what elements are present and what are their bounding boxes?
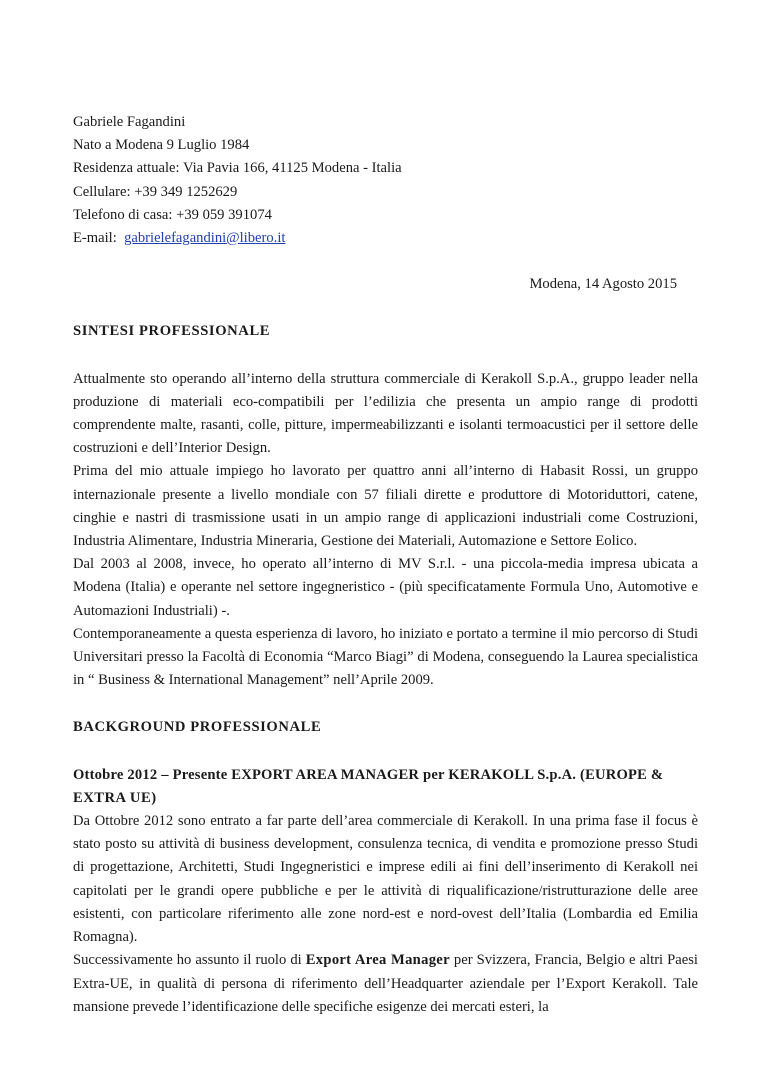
job-title: Ottobre 2012 – Presente EXPORT AREA MANAGER per KERAKOLL S.p.A. (EUROPE & [73,766,664,783]
summary-title: SINTESI PROFESSIONALE [73,323,271,340]
contact-name: Gabriele Fagandini [73,114,186,130]
contact-birth: Nato a Modena 9 Luglio 1984 [73,137,250,154]
contact-block [73,111,698,250]
contact-home-phone: Telefono di casa: +39 059 391074 [73,206,272,223]
job-paragraph-2-start: Successivamente ho assunto il ruolo di [73,952,306,969]
summary-paragraph: Contemporaneamente a questa esperienza di lavoro, ho iniziato e portato a termine il mio percorso di Studi Universitari presso la Facoltà di Economia “Marco Biagi” di Modena, conseguendo la Laurea specialistica in “ Business & International Management” nell’Aprile 2009. [73,625,698,689]
contact-residence: Residenza attuale: Via Pavia 166, 41125 Modena - Italia [73,160,402,177]
job-paragraph-2-end: per Svizzera, Francia, Belgio e altri Paesi Extra-UE, in qualità di persona di riferimento dell’Headquarter aziendale per l’Export Kerakoll. Tale mansione prevede l’identificazione delle specifiche esigenze dei mercati esteri, la [73,952,698,1015]
job-role-highlight: Export Area Manager [305,952,450,969]
document-content [73,111,698,1019]
date-line: Modena, 14 Agosto 2015 [529,276,677,293]
summary-paragraph: Dal 2003 al 2008, invece, ho operato all’interno di MV S.r.l. - una piccola-media impresa ubicata a Modena (Italia) e operante nel settore ingegneristico - (più specificatamente Formula Uno, Automotive e Automazioni Industriali) -. [73,556,698,619]
email-label: E-mail: [73,230,117,247]
background-title: BACKGROUND PROFESSIONALE [73,719,322,736]
job-paragraph-2 [73,949,698,1019]
job-paragraph: Da Ottobre 2012 sono entrato a far parte dell’area commerciale di Kerakoll. In una prima fase il focus è stato posto su attività di business development, consulenza tecnica, di vendita e promozione presso Studi di progettazione, Architetti, Studi Ingegneristici e imprese edili ai fini dell’inserimento di Kerakoll nei capitolati per le grandi opere pubbliche e per le attività di riqualificazione/ristrutturazione delle aree esistenti, con particolare riferimento alle zone nord-est e nord-ovest dell’Italia (Lombardia ed Emilia Romagna). [73,813,698,946]
summary-body [73,368,698,693]
job-title-continued: EXTRA UE) [73,789,157,806]
contact-email-row [73,227,698,250]
contact-mobile: Cellulare: +39 349 1252629 [73,183,238,200]
email-link[interactable]: gabrielefagandini@libero.it [124,230,286,247]
summary-paragraph: Attualmente sto operando all’interno della struttura commerciale di Kerakoll S.p.A., gruppo leader nella produzione di materiali eco-compatibili per l’edilizia che presenta un ampio range di prodotti comprendente malte, rasanti, colle, pitture, impermeabilizzanti e isolanti termoacustici per il settore delle costruzioni e dell’Interior Design. [73,370,698,457]
summary-paragraph: Prima del mio attuale impiego ho lavorato per quattro anni all’interno di Habasit Rossi, un gruppo internazionale presente a livello mondiale con 57 filiali dirette e produttore di Motoriduttori, catene, cinghie e nastri di trasmissione usati in un ampio range di applicazioni industriali come Costruzioni, Industria Alimentare, Industria Mineraria, Gestione dei Materiali, Automazione e Settore Eolico. [73,463,698,550]
job-entry [73,764,698,1019]
